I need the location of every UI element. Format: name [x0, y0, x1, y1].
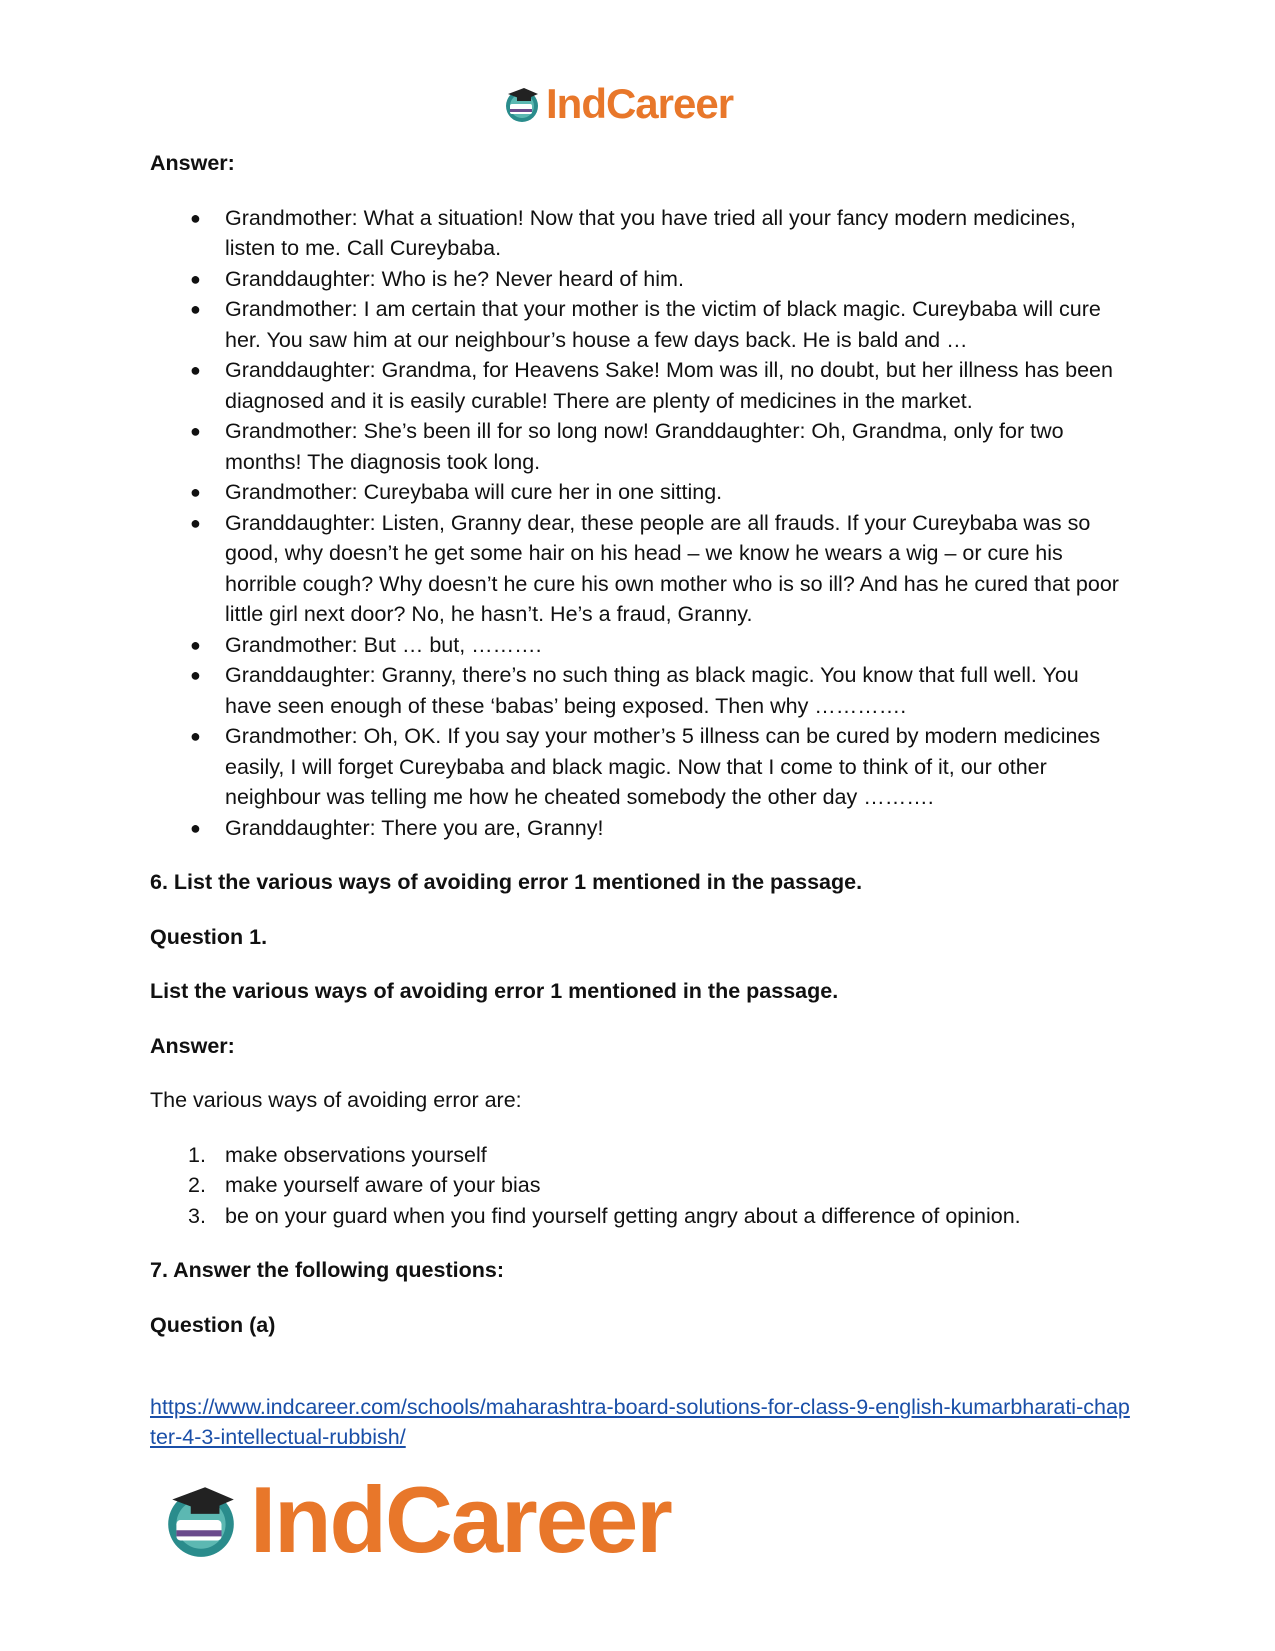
list-item: 1. make observations yourself [150, 1140, 1130, 1171]
dialogue-list [150, 203, 1130, 844]
list-item: ● Granddaughter: Who is he? Never heard of him. [150, 264, 1130, 295]
bullet-icon: ● [190, 512, 201, 533]
list-item: ● Grandmother: Cureybaba will cure her in one sitting. [150, 477, 1130, 508]
source-link[interactable]: https://www.indcareer.com/schools/maharashtra-board-solutions-for-class-9-english-kumarbharati-chapter-4-3-intellectual-rubbish/ [150, 1395, 1130, 1449]
ways-list [150, 1140, 1130, 1232]
bullet-icon: ● [190, 421, 201, 441]
answer-heading: Answer: [150, 151, 235, 175]
question-label: Question (a) [150, 1312, 276, 1337]
answer-intro: The various ways of avoiding error are: [150, 1088, 522, 1112]
list-item: ● Granddaughter: Granny, there’s no such thing as black magic. You know that full well. You have seen enough of these ‘babas’ being exposed. Then why …………. [150, 660, 1130, 721]
bullet-icon: ● [190, 634, 201, 655]
bullet-icon: ● [190, 665, 201, 685]
question-label: Question 1. [150, 924, 268, 949]
list-number: 3. [188, 1203, 206, 1228]
list-item: ● Grandmother: Oh, OK. If you say your mother’s 5 illness can be cured by modern medicines easily, I will forget Cureybaba and black magic. Now that I come to think of it, our other neighbour was telling me how he cheated somebody the other day ………. [150, 721, 1130, 813]
question-text: List the various ways of avoiding error 1 mentioned in the passage. [150, 979, 839, 1003]
list-item: 2. make yourself aware of your bias [150, 1170, 1130, 1201]
bullet-icon: ● [190, 817, 201, 838]
bullet-icon: ● [190, 299, 201, 319]
list-number: 2. [188, 1173, 206, 1197]
logo-text: IndCareer [250, 1467, 671, 1572]
bullet-icon: ● [190, 360, 201, 380]
header-logo[interactable] [502, 80, 733, 128]
graduation-globe-icon [502, 84, 542, 124]
footer-logo[interactable] [160, 1466, 671, 1574]
document-body [150, 148, 1130, 1364]
bullet-icon: ● [190, 726, 201, 746]
list-item: ● Granddaughter: Grandma, for Heavens Sake! Mom was ill, no doubt, but her illness has been diagnosed and it is easily curable! There are plenty of medicines in the market. [150, 355, 1130, 416]
graduation-globe-icon [160, 1479, 242, 1561]
list-item: ● Grandmother: I am certain that your mother is the victim of black magic. Cureybaba will cure her. You saw him at our neighbour’s house a few days back. He is bald and … [150, 294, 1130, 355]
section-heading: 7. Answer the following questions: [150, 1258, 504, 1282]
list-item: 3. be on your guard when you find yourself getting angry about a difference of opinion. [150, 1201, 1130, 1232]
logo-text: IndCareer [546, 80, 734, 127]
list-item: ● Grandmother: But … but, ………. [150, 630, 1130, 661]
bullet-icon: ● [190, 207, 201, 228]
bullet-icon: ● [190, 482, 201, 502]
list-item: ● Granddaughter: Listen, Granny dear, these people are all frauds. If your Cureybaba was so good, why doesn’t he get some hair on his head – we know he wears a wig – or cure his horrible cough? Why doesn’t he cure his own mother who is so ill? And has he cured that poor little girl next door? No, he hasn’t. He’s a fraud, Granny. [150, 508, 1130, 630]
list-item: ● Grandmother: She’s been ill for so long now! Granddaughter: Oh, Grandma, only for two months! The diagnosis took long. [150, 416, 1130, 477]
list-item: ● Granddaughter: There you are, Granny! [150, 813, 1130, 844]
list-number: 1. [188, 1142, 206, 1167]
list-item: ● Grandmother: What a situation! Now that you have tried all your fancy modern medicines, listen to me. Call Cureybaba. [150, 203, 1130, 264]
answer-heading: Answer: [150, 1033, 235, 1058]
bullet-icon: ● [190, 268, 201, 289]
section-heading: 6. List the various ways of avoiding error 1 mentioned in the passage. [150, 870, 863, 894]
